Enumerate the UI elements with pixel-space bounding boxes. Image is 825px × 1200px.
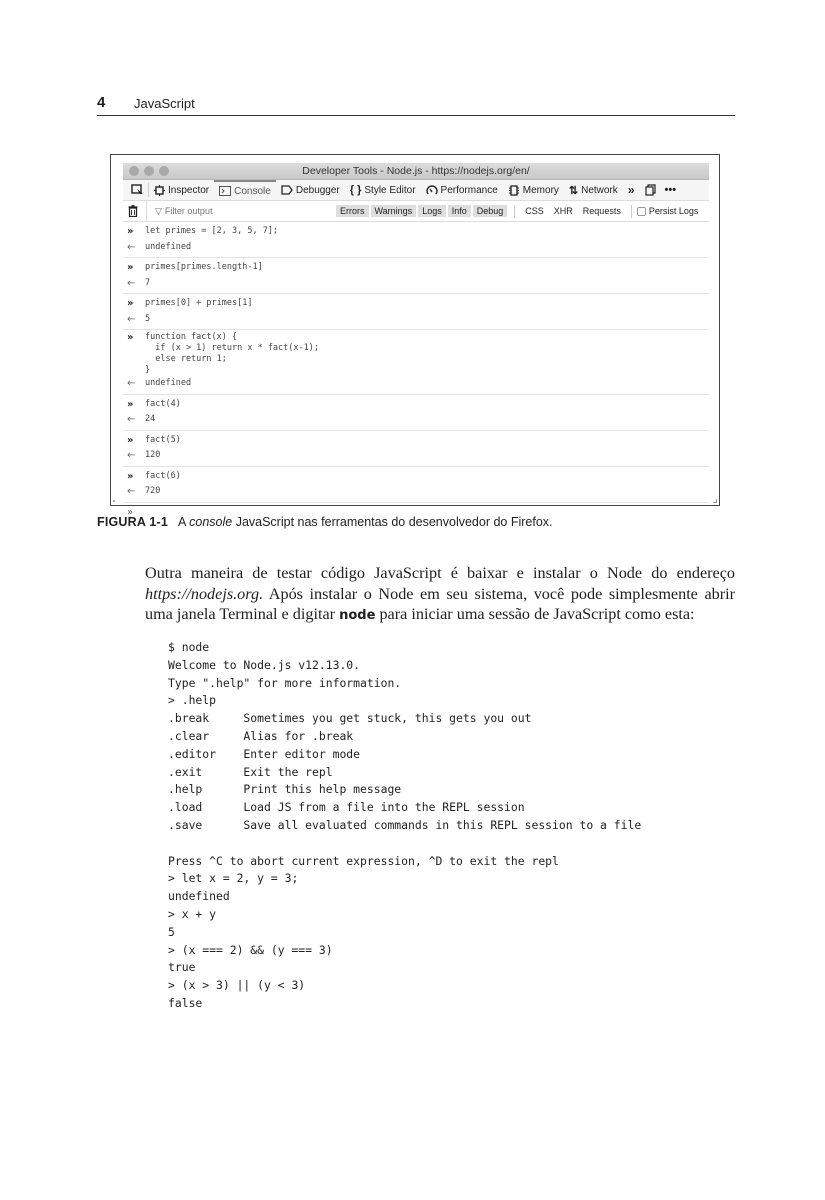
code-line: .save Save all evaluated commands in this REPL session to a file (168, 817, 642, 832)
tab-network[interactable]: ⇅ Network (568, 184, 618, 197)
console-entry (123, 395, 709, 431)
dock-toggle-icon[interactable] (640, 184, 661, 196)
code-line: true (168, 960, 196, 975)
code-line: > .help (168, 693, 217, 708)
input-prompt-icon: » (127, 226, 134, 238)
code-line: > let x = 2, y = 3; (168, 871, 299, 886)
inspector-icon (154, 185, 165, 196)
code-line: Type ".help" for more information. (168, 675, 402, 690)
code-line: 5 (168, 924, 175, 939)
page-header (97, 93, 735, 116)
console-result: 5 (145, 313, 151, 324)
console-entry (123, 222, 709, 258)
return-arrow-icon: ← (127, 450, 136, 462)
console-input-line (127, 469, 709, 485)
input-prompt-icon: » (127, 470, 134, 482)
console-result-line (127, 376, 709, 392)
tab-performance[interactable]: Performance (421, 180, 503, 200)
gauge-icon (426, 185, 438, 195)
return-arrow-icon: ← (127, 486, 136, 498)
return-arrow-icon: ← (127, 414, 136, 426)
console-result-line (127, 412, 709, 428)
inline-command: node (339, 608, 376, 623)
console-entry (123, 330, 709, 395)
input-prompt-icon: » (127, 298, 134, 310)
running-head: JavaScript (134, 96, 195, 111)
tab-console[interactable]: Console (214, 180, 276, 200)
body-paragraph: Outra maneira de testar código JavaScript é baixar e instalar o Node do endereço https://nodejs.org. Após instalar o Node em seu sistema, você pode simplesmente abrir uma janela Terminal e digitar node para iniciar uma sessão de JavaScript como esta: (145, 564, 735, 623)
console-input: primes[primes.length-1] (145, 262, 263, 273)
console-result: undefined (145, 241, 192, 252)
console-input: let primes = [2, 3, 5, 7]; (145, 226, 279, 237)
more-options-icon[interactable]: ••• (664, 184, 677, 196)
up-down-arrows-icon: ⇅ (568, 184, 579, 197)
braces-icon: { } (349, 184, 362, 196)
console-input: if (x > 1) return x * fact(x-1); (145, 343, 319, 353)
code-line: .editor Enter editor mode (168, 746, 361, 761)
console-input: fact(4) (145, 398, 181, 409)
input-prompt-icon: » (127, 398, 134, 410)
console-entry (123, 467, 709, 503)
console-entry (123, 294, 709, 330)
console-result-line (127, 312, 709, 328)
console-result-line (127, 448, 709, 464)
console-input-line (127, 296, 709, 312)
filter-placeholder: Filter output (164, 206, 213, 216)
console-result-line (127, 484, 709, 500)
console-result: 24 (145, 414, 156, 425)
code-line: > x + y (168, 906, 217, 921)
filter-debug-button[interactable]: Debug (473, 205, 508, 217)
code-line: false (168, 995, 203, 1010)
console-input-line (127, 397, 709, 413)
nodejs-url: https://nodejs.org. (145, 584, 264, 603)
input-prompt-icon: » (127, 434, 134, 446)
filter-output-input[interactable] (146, 201, 336, 221)
return-arrow-icon: ← (127, 241, 136, 253)
code-line: .break Sometimes you get stuck, this gets you out (168, 711, 532, 726)
filter-logs-button[interactable]: Logs (418, 205, 446, 217)
console-filterbar (123, 201, 709, 222)
tab-inspector[interactable]: Inspector (149, 180, 214, 200)
filter-errors-button[interactable]: Errors (336, 205, 369, 217)
console-icon (219, 186, 231, 196)
console-input-line (127, 260, 709, 276)
decorative-dot (113, 500, 115, 502)
persist-logs-checkbox[interactable]: Persist Logs (637, 206, 699, 216)
code-line: .clear Alias for .break (168, 728, 354, 743)
code-line: Welcome to Node.js v12.13.0. (168, 657, 361, 672)
tab-debugger[interactable]: Debugger (276, 180, 345, 200)
code-line: undefined (168, 889, 230, 904)
console-result: 120 (145, 450, 161, 461)
code-line (168, 835, 641, 853)
code-line: > (x === 2) && (y === 3) (168, 942, 333, 957)
input-prompt-icon: » (127, 506, 134, 518)
code-line: $ node (168, 640, 210, 654)
code-listing (168, 639, 641, 1013)
code-line: .exit Exit the repl (168, 764, 333, 779)
console-input-line (127, 224, 709, 240)
more-tabs-chevron-icon[interactable]: » (627, 183, 635, 197)
code-line: > (x > 3) || (y < 3) (168, 978, 306, 993)
filter-info-button[interactable]: Info (448, 205, 471, 217)
console-entry (123, 431, 709, 467)
devtools-tabbar (123, 180, 709, 201)
memory-chip-icon (508, 185, 520, 196)
return-arrow-icon: ← (127, 378, 136, 390)
trash-icon[interactable] (128, 205, 138, 217)
window-title: Developer Tools - Node.js - https://nodejs.org/en/ (302, 165, 530, 177)
console-input: function fact(x) { (145, 332, 238, 342)
figure-screenshot (110, 154, 720, 518)
tab-style-editor[interactable]: { } Style Editor (349, 184, 416, 196)
console-input-line (127, 433, 709, 449)
window-titlebar (123, 163, 709, 180)
console-input: fact(6) (145, 470, 181, 481)
console-result-line (127, 240, 709, 256)
funnel-icon: ▽ (155, 205, 162, 216)
debugger-icon (281, 185, 293, 195)
checkbox-box[interactable] (637, 207, 646, 216)
filter-warnings-button[interactable]: Warnings (371, 205, 417, 217)
console-output (123, 222, 709, 518)
console-input: primes[0] + primes[1] (145, 298, 253, 309)
code-line: .help Print this help message (168, 782, 402, 797)
console-input-line (127, 354, 709, 365)
console-result: undefined (145, 378, 192, 389)
filter-css-button[interactable]: CSS (525, 206, 544, 216)
console-result: 7 (145, 277, 151, 288)
return-arrow-icon: ← (127, 277, 136, 289)
console-result: 720 (145, 486, 161, 497)
return-arrow-icon: ← (127, 313, 136, 325)
input-prompt-icon: » (127, 332, 134, 343)
resize-grip-icon[interactable] (713, 499, 717, 503)
input-prompt-icon: » (127, 262, 134, 274)
code-line: .load Load JS from a file into the REPL session (168, 800, 525, 815)
console-result-line (127, 276, 709, 292)
tab-memory[interactable]: Memory (503, 180, 564, 200)
console-input-line (127, 332, 709, 343)
page-number: 4 (97, 94, 106, 111)
filter-xhr-button[interactable]: XHR (553, 206, 573, 216)
filter-separator (631, 205, 632, 218)
filter-separator (514, 205, 515, 218)
console-input-line (127, 365, 709, 376)
element-picker-icon[interactable] (127, 184, 148, 196)
devtools-window (123, 163, 709, 518)
console-entry (123, 258, 709, 294)
console-input: else return 1; (145, 354, 227, 364)
figure-label: FIGURA 1-1 (97, 515, 168, 529)
console-input: } (145, 365, 151, 375)
figure-caption: FIGURA 1-1 A console JavaScript nas ferramentas do desenvolvedor do Firefox. (97, 515, 553, 529)
filter-requests-button[interactable]: Requests (582, 206, 621, 216)
code-line: Press ^C to abort current expression, ^D to exit the repl (168, 853, 559, 868)
console-input-line (127, 343, 709, 354)
console-input: fact(5) (145, 434, 181, 445)
